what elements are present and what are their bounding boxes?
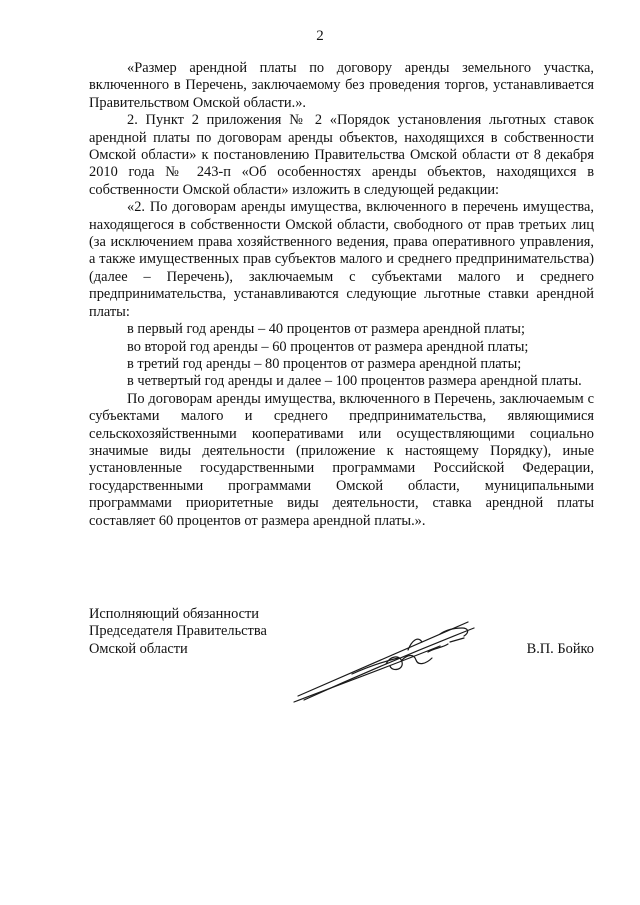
handwritten-signature bbox=[290, 616, 490, 706]
paragraph-amendment: 2. Пункт 2 приложения № 2 «Порядок установления льготных ставок арендной платы по договорам аренды объектов, находящихся в собственности Омской области» к постановлению Правительства Омской области от 8 декабря 2010 года № 243-п «Об особенностях аренды объектов, находящихся в собственности Омской области» изложить в следующей редакции: bbox=[89, 112, 594, 198]
signer-title-line: Председателя Правительства bbox=[89, 623, 267, 640]
page-number: 2 bbox=[316, 28, 324, 44]
rate-year-2: во второй год аренды – 60 процентов от размера арендной платы; bbox=[127, 338, 529, 355]
rate-year-4: в четвертый год аренды и далее – 100 процентов размера арендной платы. bbox=[127, 373, 582, 390]
document-body bbox=[89, 60, 594, 530]
rate-year-3: в третий год аренды – 80 процентов от размера арендной платы; bbox=[127, 355, 522, 372]
signer-name: В.П. Бойко bbox=[526, 641, 594, 657]
signer-title-line: Исполняющий обязанности bbox=[89, 606, 260, 622]
rate-year-1: в первый год аренды – 40 процентов от размера арендной платы; bbox=[127, 321, 525, 338]
paragraph-land-rent: «Размер арендной платы по договору аренды земельного участка, включенного в Перечень, заключаемому без проведения торгов, устанавливается Правительством Омской области.». bbox=[89, 60, 594, 111]
signer-title-line: Омской области bbox=[89, 640, 188, 657]
paragraph-rates-intro: «2. По договорам аренды имущества, включенного в перечень имущества, находящегося в собственности Омской области, свободного от прав третьих лиц (за исключением права хозяйственного ведения, права оперативного управления, а также имущественных прав субъектов малого и среднего предпринимательства) (далее – Перечень), заключаемым с субъектами малого и среднего предпринимательства, устанавливаются следующие льготные ставки арендной платы: bbox=[89, 199, 594, 320]
paragraph-cooperatives: По договорам аренды имущества, включенного в Перечень, заключаемым с субъектами малого и среднего предпринимательства, являющимися сельскохозяйственными кооперативами или осуществляющими социально значимые виды деятельности (приложение к настоящему Порядку), иные установленные государственными программами Российской Федерации, государственными программами Омской области, муниципальными программами приоритетные виды деятельности, ставка арендной платы составляет 60 процентов от размера арендной платы.». bbox=[89, 390, 594, 529]
